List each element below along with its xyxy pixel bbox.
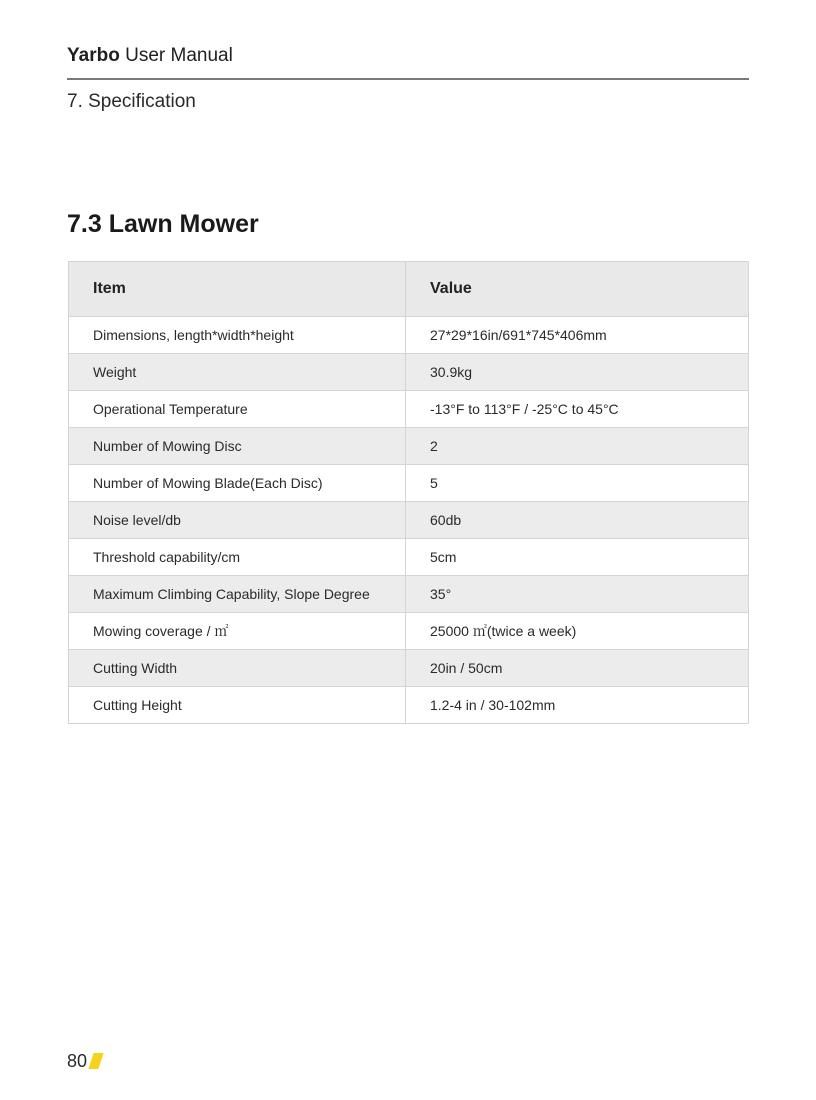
item-cell: Dimensions, length*width*height bbox=[69, 317, 406, 354]
value-cell: 20in / 50cm bbox=[406, 650, 749, 687]
item-cell: Noise level/db bbox=[69, 502, 406, 539]
column-header-value: Value bbox=[406, 262, 749, 317]
item-cell: Mowing coverage / ㎡ bbox=[69, 613, 406, 650]
table-row bbox=[69, 502, 749, 539]
page-footer bbox=[67, 1050, 101, 1072]
item-cell: Number of Mowing Disc bbox=[69, 428, 406, 465]
table-row bbox=[69, 465, 749, 502]
item-cell: Cutting Width bbox=[69, 650, 406, 687]
table-row bbox=[69, 576, 749, 613]
brand-name: Yarbo bbox=[67, 45, 120, 66]
table-row bbox=[69, 391, 749, 428]
table-row bbox=[69, 687, 749, 724]
value-cell: -13°F to 113°F / -25°C to 45°C bbox=[406, 391, 749, 428]
item-cell: Operational Temperature bbox=[69, 391, 406, 428]
header-divider bbox=[67, 78, 749, 80]
value-cell: 27*29*16in/691*745*406mm bbox=[406, 317, 749, 354]
item-cell: Number of Mowing Blade(Each Disc) bbox=[69, 465, 406, 502]
table-row bbox=[69, 650, 749, 687]
value-cell: 35° bbox=[406, 576, 749, 613]
table-row bbox=[69, 539, 749, 576]
value-cell: 60db bbox=[406, 502, 749, 539]
chapter-title: 7. Specification bbox=[67, 91, 196, 112]
table-header-row bbox=[69, 262, 749, 317]
manual-label: User Manual bbox=[125, 45, 233, 66]
page-header bbox=[67, 44, 749, 68]
column-header-item: Item bbox=[69, 262, 406, 317]
item-cell: Weight bbox=[69, 354, 406, 391]
item-cell: Maximum Climbing Capability, Slope Degree bbox=[69, 576, 406, 613]
manual-title bbox=[67, 44, 749, 68]
spec-table bbox=[68, 261, 749, 724]
page-accent-mark bbox=[88, 1053, 103, 1069]
table-row bbox=[69, 354, 749, 391]
section-title: 7.3 Lawn Mower bbox=[67, 210, 259, 238]
value-cell: 5cm bbox=[406, 539, 749, 576]
table-row bbox=[69, 613, 749, 650]
table-row bbox=[69, 317, 749, 354]
table-row bbox=[69, 428, 749, 465]
page-number: 80 bbox=[67, 1051, 88, 1071]
item-cell: Cutting Height bbox=[69, 687, 406, 724]
value-cell: 30.9kg bbox=[406, 354, 749, 391]
item-cell: Threshold capability/cm bbox=[69, 539, 406, 576]
value-cell: 1.2-4 in / 30-102mm bbox=[406, 687, 749, 724]
value-cell: 5 bbox=[406, 465, 749, 502]
value-cell: 25000 ㎡(twice a week) bbox=[406, 613, 749, 650]
value-cell: 2 bbox=[406, 428, 749, 465]
